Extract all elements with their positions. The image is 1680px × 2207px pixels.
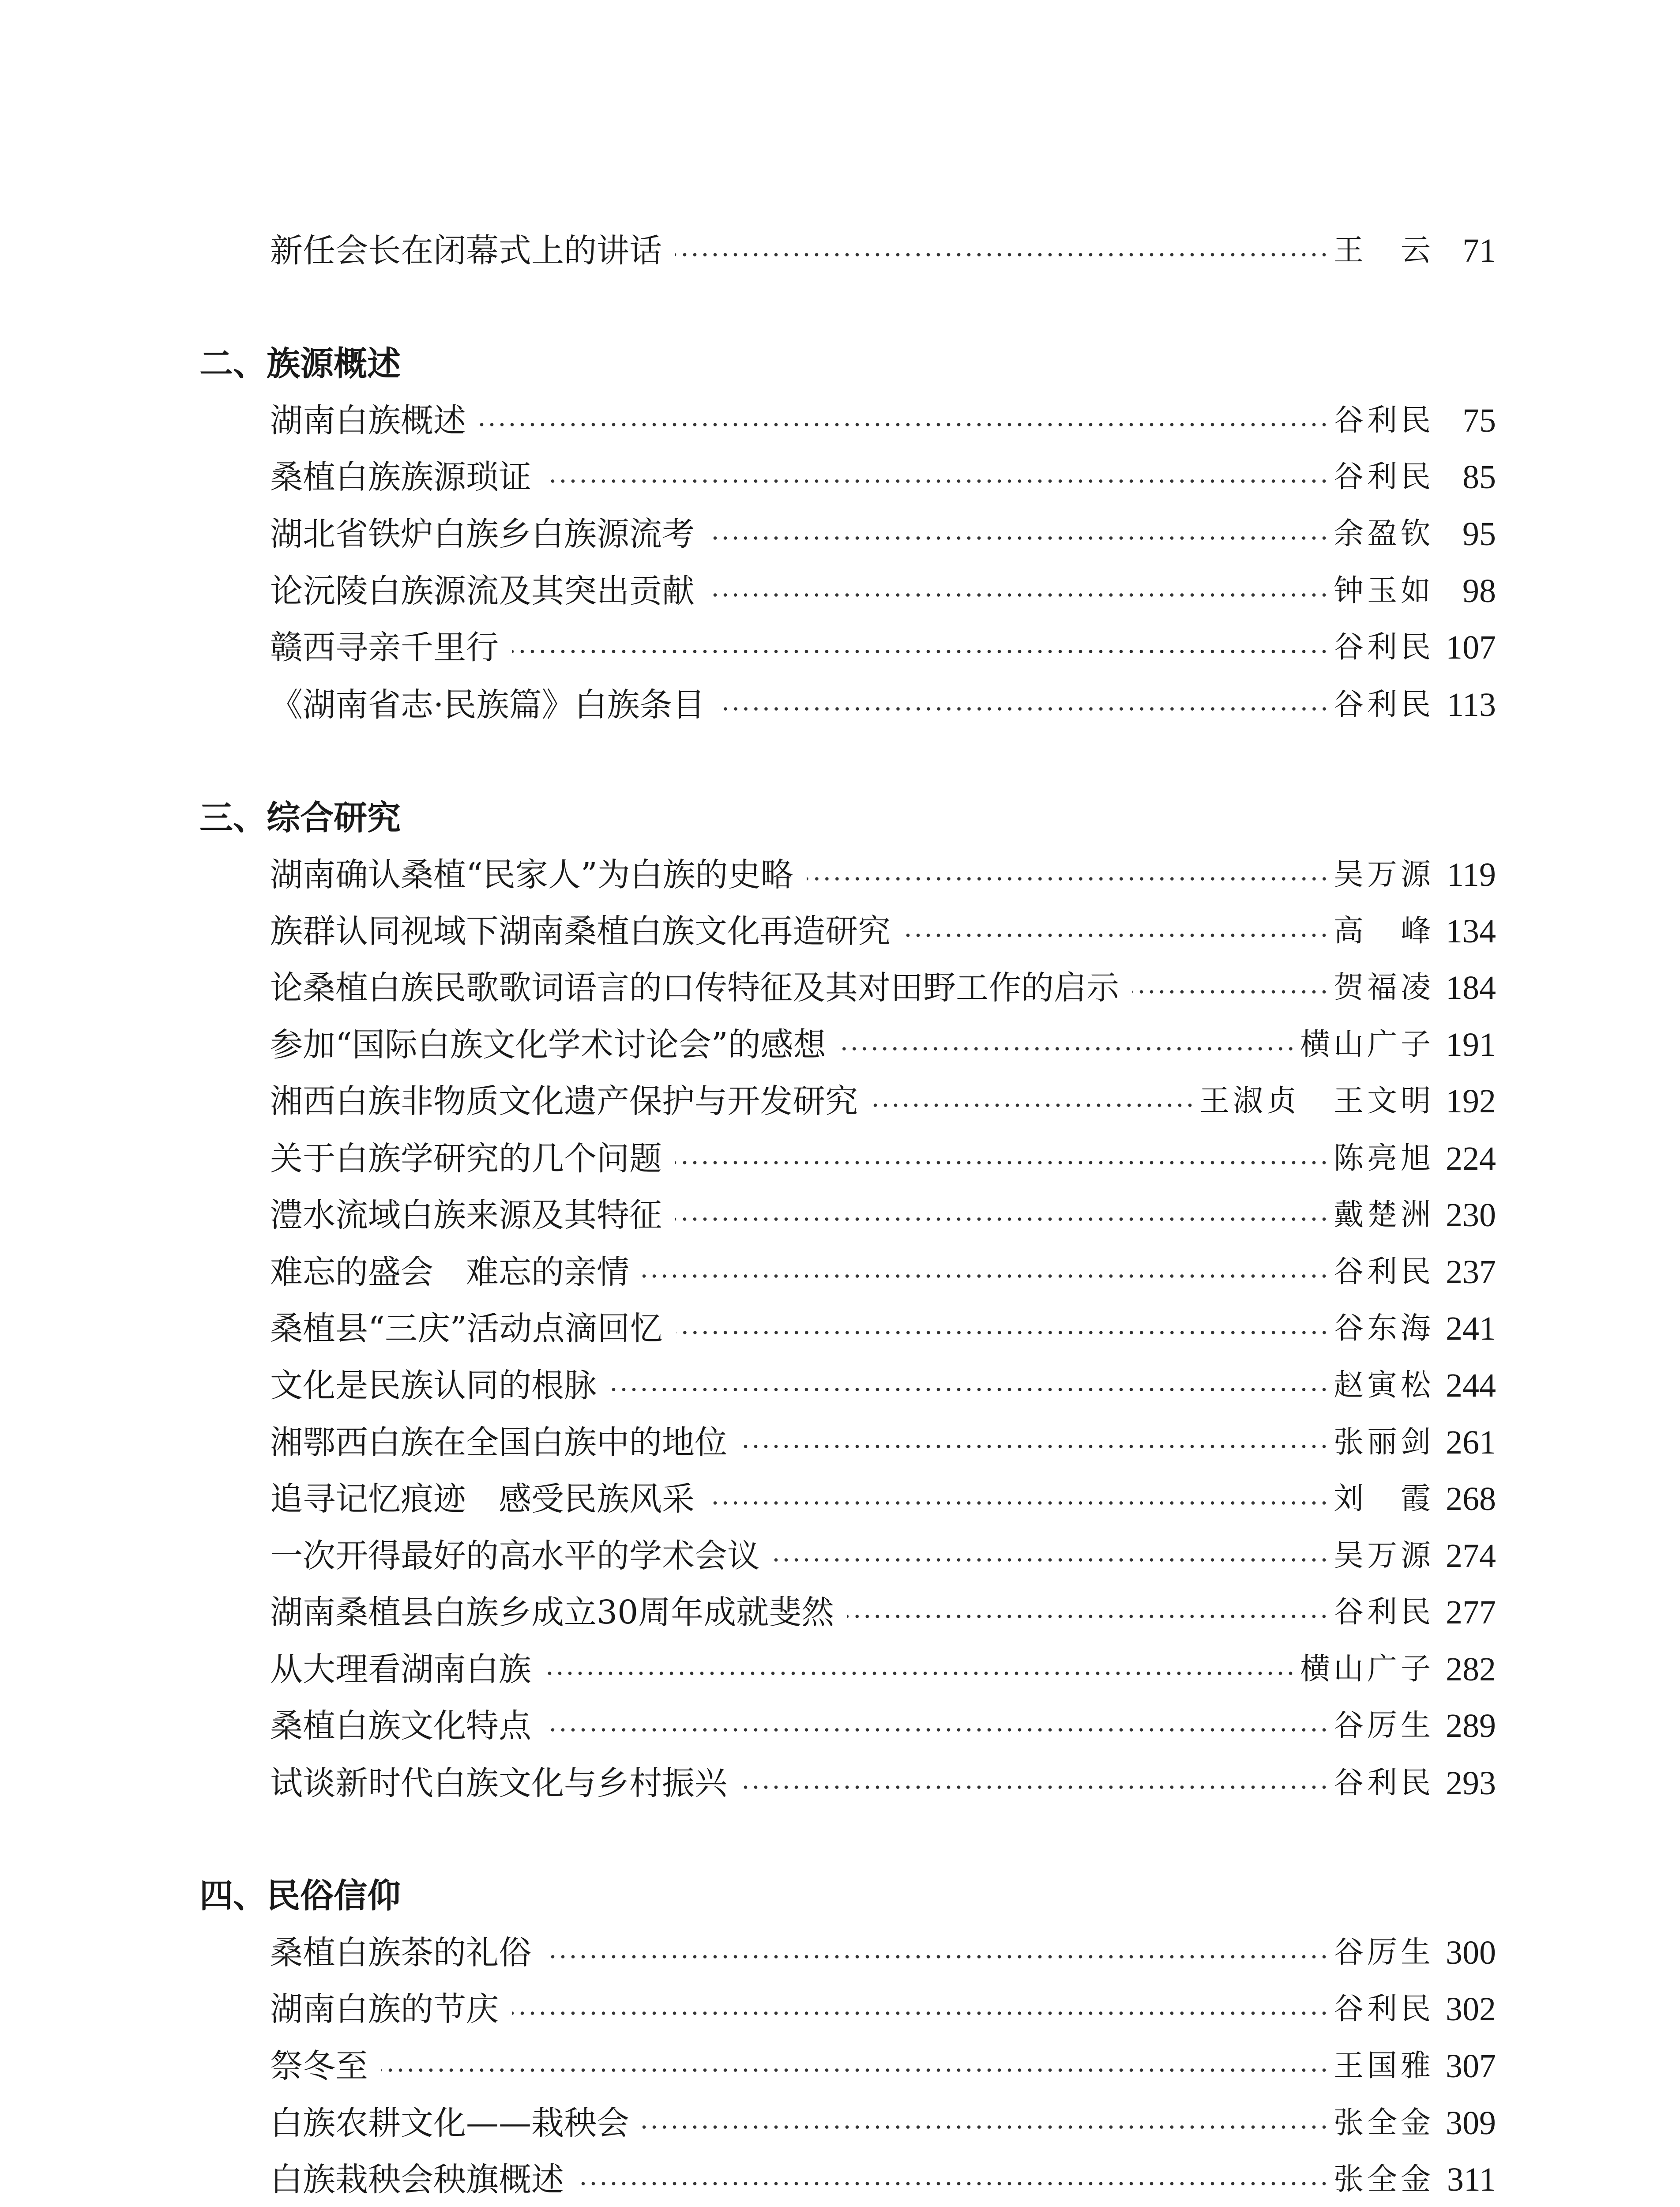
entry-page-number: 75	[1462, 402, 1496, 439]
dot-leader	[479, 422, 1329, 427]
entry-author: 刘 霞	[1333, 1481, 1434, 1516]
entry-title: 试谈新时代白族文化与乡村振兴	[270, 1764, 727, 1802]
toc-entry	[270, 1757, 1496, 1810]
dot-leader	[1132, 990, 1329, 994]
entry-page-number: 85	[1462, 459, 1496, 496]
entry-author: 谷利民	[1333, 459, 1434, 494]
dot-leader	[643, 1274, 1329, 1278]
toc-entry	[270, 508, 1496, 561]
entry-author: 谷厉生	[1333, 1708, 1434, 1743]
entry-author: 赵寅松	[1333, 1368, 1434, 1403]
toc-entry	[270, 565, 1496, 618]
entry-title: 桑植白族文化特点	[270, 1707, 531, 1745]
toc-entry	[270, 1416, 1496, 1469]
toc-entry	[270, 1075, 1496, 1128]
entry-title: 桑植白族茶的礼俗	[270, 1934, 531, 1972]
toc-entry	[270, 905, 1496, 958]
dot-leader	[577, 2181, 1329, 2186]
entry-title: 湖北省铁炉白族乡白族源流考	[270, 515, 695, 553]
entry-author: 横山广子	[1300, 1027, 1434, 1062]
entry-title: 桑植白族族源琐证	[270, 458, 531, 496]
toc-entry	[270, 1189, 1496, 1242]
toc-entry	[270, 848, 1496, 901]
entry-page-number: 241	[1446, 1310, 1496, 1347]
entry-author: 吴万源	[1333, 857, 1434, 892]
entry-page-number: 277	[1446, 1594, 1496, 1631]
entry-page-number: 261	[1446, 1424, 1496, 1461]
entry-title: 湘西白族非物质文化遗产保护与开发研究	[270, 1082, 858, 1120]
dot-leader	[773, 1558, 1329, 1562]
entry-title: 白族栽秧会秧旗概述	[270, 2161, 564, 2199]
dot-leader	[381, 2068, 1329, 2072]
toc-entry	[270, 1359, 1496, 1412]
toc-entry	[270, 678, 1496, 731]
entry-page-number: 191	[1446, 1026, 1496, 1063]
entry-author: 贺福凌	[1333, 970, 1434, 1005]
toc-entry	[270, 1926, 1496, 1979]
entry-page-number: 300	[1446, 1934, 1496, 1971]
entry-page-number: 192	[1446, 1083, 1496, 1120]
dot-leader	[708, 1501, 1329, 1505]
entry-title: 新任会长在闭幕式上的讲话	[270, 232, 662, 270]
entry-title: 从大理看湖南白族	[270, 1650, 531, 1688]
entry-author: 谷利民	[1333, 1766, 1434, 1800]
entry-author: 张丽剑	[1333, 1425, 1434, 1460]
dot-leader	[675, 1217, 1329, 1221]
entry-author: 谷利民	[1333, 403, 1434, 438]
toc-entry	[270, 1699, 1496, 1752]
toc-entry	[270, 961, 1496, 1014]
entry-page-number: 307	[1446, 2048, 1496, 2085]
entry-title: 族群认同视域下湖南桑植白族文化再造研究	[270, 912, 891, 950]
entry-author: 吴万源	[1333, 1538, 1434, 1573]
entry-author: 谷利民	[1333, 1254, 1434, 1289]
entry-title: 澧水流域白族来源及其特征	[270, 1196, 662, 1234]
entry-page-number: 282	[1446, 1651, 1496, 1688]
entry-title: 文化是民族认同的根脉	[270, 1367, 597, 1405]
dot-leader	[545, 1728, 1329, 1732]
entry-page-number: 293	[1446, 1765, 1496, 1802]
dot-leader	[545, 479, 1329, 483]
entry-author: 高 峰	[1333, 914, 1434, 949]
entry-author: 张全金	[1333, 2162, 1434, 2197]
dot-leader	[847, 1614, 1329, 1619]
section-heading: 四、民俗信仰	[199, 1876, 401, 1915]
entry-author: 横山广子	[1300, 1652, 1434, 1687]
entry-title: 湖南确认桑植“民家人”为白族的史略	[270, 856, 793, 894]
entry-author: 谷厉生	[1333, 1935, 1434, 1970]
dot-leader	[610, 1387, 1329, 1392]
entry-title: 湘鄂西白族在全国白族中的地位	[270, 1424, 727, 1461]
dot-leader	[839, 1047, 1296, 1051]
entry-title: 一次开得最好的高水平的学术会议	[270, 1537, 760, 1575]
entry-page-number: 311	[1447, 2161, 1496, 2198]
entry-page-number: 134	[1446, 913, 1496, 950]
entry-author: 谷利民	[1333, 1595, 1434, 1630]
entry-author: 钟玉如	[1333, 573, 1434, 608]
toc-entry	[270, 1132, 1496, 1185]
toc-entry	[270, 224, 1496, 277]
entry-title: 难忘的盛会 难忘的亲情	[270, 1253, 629, 1291]
entry-page-number: 302	[1446, 1991, 1496, 2028]
toc-entry	[270, 621, 1496, 674]
dot-leader	[708, 593, 1329, 597]
toc-entry	[270, 1018, 1496, 1071]
entry-title: 湖南桑植县白族乡成立30周年成就斐然	[270, 1593, 834, 1631]
entry-author: 陈亮旭	[1333, 1141, 1434, 1176]
toc-entry	[270, 451, 1496, 504]
dot-leader	[545, 1671, 1296, 1676]
entry-title: 《湖南省志·民族篇》白族条目	[270, 686, 705, 724]
dot-leader	[807, 877, 1329, 881]
toc-entry	[270, 2040, 1496, 2093]
dot-leader	[675, 1160, 1329, 1165]
entry-page-number: 224	[1446, 1140, 1496, 1177]
dot-leader	[708, 536, 1329, 540]
dot-leader	[512, 2011, 1329, 2015]
dot-leader	[676, 1330, 1329, 1335]
entry-title: 论沅陵白族源流及其突出贡献	[270, 572, 695, 610]
entry-page-number: 309	[1446, 2105, 1496, 2142]
entry-page-number: 113	[1447, 686, 1496, 723]
entry-author: 谷利民	[1333, 1992, 1434, 2026]
entry-page-number: 289	[1446, 1707, 1496, 1744]
toc-entry	[270, 2153, 1496, 2206]
entry-title: 祭冬至	[270, 2047, 368, 2085]
toc-entry	[270, 1246, 1496, 1299]
section-heading: 三、综合研究	[199, 798, 401, 837]
dot-leader	[643, 2125, 1329, 2129]
entry-title: 论桑植白族民歌歌词语言的口传特征及其对田野工作的启示	[270, 969, 1119, 1007]
entry-page-number: 244	[1446, 1367, 1496, 1404]
entry-title: 追寻记忆痕迹 感受民族风采	[270, 1480, 695, 1518]
dot-leader	[740, 1444, 1329, 1449]
entry-title: 参加“国际白族文化学术讨论会”的感想	[270, 1026, 826, 1064]
entry-author: 张全金	[1333, 2105, 1434, 2140]
entry-author: 谷利民	[1333, 687, 1434, 722]
toc-entry	[270, 1586, 1496, 1639]
toc-entry	[270, 1643, 1496, 1696]
entry-author: 王国雅	[1333, 2049, 1434, 2083]
entry-author: 王淑贞 王文明	[1199, 1084, 1434, 1119]
dot-leader	[545, 1955, 1329, 1959]
toc-entry	[270, 1983, 1496, 2036]
section-heading: 二、族源概述	[199, 343, 401, 383]
toc-entry	[270, 2097, 1496, 2150]
toc-entry	[270, 394, 1496, 447]
entry-page-number: 274	[1446, 1537, 1496, 1574]
entry-author: 王 云	[1333, 233, 1434, 268]
entry-author: 谷利民	[1333, 630, 1434, 665]
toc-entry	[270, 1302, 1496, 1355]
dot-leader	[740, 1785, 1329, 1789]
entry-author: 戴楚洲	[1333, 1198, 1434, 1232]
entry-title: 关于白族学研究的几个问题	[270, 1140, 662, 1178]
entry-page-number: 184	[1446, 969, 1496, 1006]
entry-page-number: 107	[1446, 629, 1496, 666]
entry-page-number: 119	[1447, 856, 1496, 893]
dot-leader	[512, 649, 1329, 654]
entry-page-number: 71	[1462, 232, 1496, 269]
entry-title: 白族农耕文化——栽秧会	[270, 2104, 629, 2142]
entry-page-number: 268	[1446, 1480, 1496, 1518]
dot-leader	[871, 1103, 1195, 1107]
entry-title: 赣西寻亲千里行	[270, 629, 499, 667]
entry-author: 余盈钦	[1333, 516, 1434, 551]
dot-leader	[675, 252, 1329, 257]
entry-page-number: 98	[1462, 572, 1496, 610]
entry-title: 湖南白族的节庆	[270, 1990, 499, 2028]
toc-entry	[270, 1473, 1496, 1525]
entry-page-number: 237	[1446, 1254, 1496, 1291]
entry-page-number: 230	[1446, 1197, 1496, 1234]
entry-title: 桑植县“三庆”活动点滴回忆	[270, 1310, 663, 1348]
dot-leader	[904, 933, 1329, 938]
toc-entry	[270, 1529, 1496, 1582]
entry-title: 湖南白族概述	[270, 402, 466, 440]
entry-page-number: 95	[1462, 516, 1496, 553]
dot-leader	[718, 707, 1329, 711]
entry-author: 谷东海	[1333, 1311, 1434, 1346]
